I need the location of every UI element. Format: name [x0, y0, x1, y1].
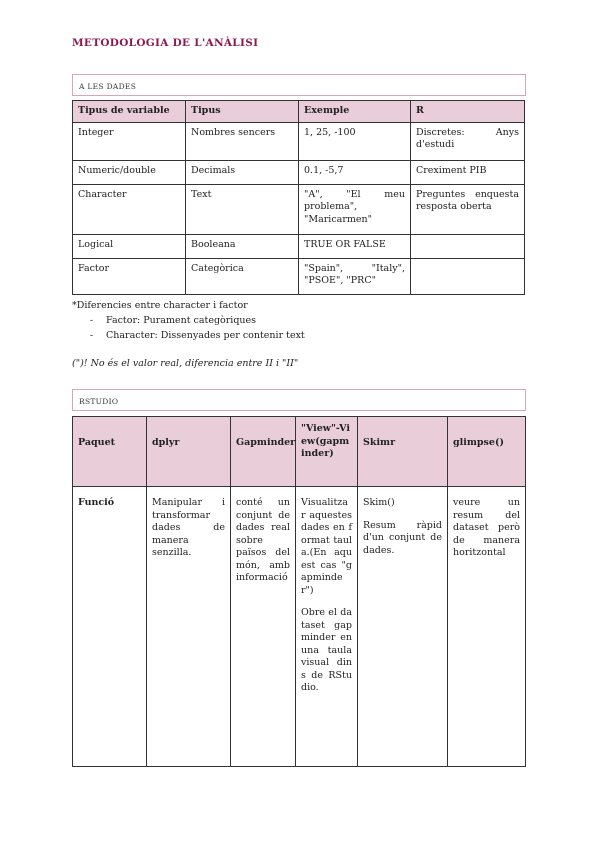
variable-types-table [72, 100, 525, 295]
table-cell: Character [73, 184, 186, 234]
notes-heading: *Diferencies entre character i factor [72, 300, 248, 311]
cell-paragraph: Resum ràpid d'un conjunt de dades. [363, 519, 442, 556]
table-cell: Discretes: Anys d'estudi [411, 122, 525, 160]
table-cell: Creximent PIB [411, 160, 525, 184]
column-header: Tipus [186, 101, 299, 123]
column-header: Tipus de variable [73, 101, 186, 123]
table-cell: veure un resum del dataset però de manera horitzontal [448, 487, 526, 767]
column-header: Paquet [73, 417, 147, 487]
column-header: dplyr [147, 417, 231, 487]
cell-paragraph: Obre el dataset gapminder en una taula visual dins de RStudio. [301, 607, 352, 693]
table-cell: Preguntes enquesta resposta oberta [411, 184, 525, 234]
table-header-row [73, 101, 525, 123]
table-cell [411, 234, 525, 258]
table-row [73, 234, 525, 258]
table-header-row [73, 417, 526, 487]
footnote: (")! No és el valor real, diferencia entre II i "II" [72, 358, 299, 369]
column-header: Gapminder [231, 417, 296, 487]
dash-bullet: - [90, 315, 94, 326]
notes [72, 298, 305, 343]
section-header-rstudio: RSTUDIO [72, 389, 526, 411]
table-cell: "A", "El meu problema", "Maricarmen" [299, 184, 411, 234]
column-header: R [411, 101, 525, 123]
table-row [73, 122, 525, 160]
dash-bullet: - [90, 330, 94, 341]
table-cell: Integer [73, 122, 186, 160]
table-cell: Numeric/double [73, 160, 186, 184]
table-cell: Text [186, 184, 299, 234]
table-cell: Logical [73, 234, 186, 258]
table-cell: TRUE OR FALSE [299, 234, 411, 258]
table-cell: 1, 25, -100 [299, 122, 411, 160]
table-cell: Nombres sencers [186, 122, 299, 160]
table-cell [411, 258, 525, 294]
column-header: Exemple [299, 101, 411, 123]
list-item: - Character: Dissenyades per contenir text [90, 330, 305, 341]
table-row [73, 160, 525, 184]
rstudio-packages-table [72, 416, 526, 767]
column-header: Skimr [358, 417, 448, 487]
table-cell: 0.1, -5,7 [299, 160, 411, 184]
row-label: Funció [73, 487, 147, 767]
page-title: METODOLOGIA DE L'ANÀLISI [72, 37, 259, 49]
table-row [73, 184, 525, 234]
table-cell: conté un conjunt de dades real sobre països del món, amb informació [231, 487, 296, 767]
table-cell: Booleana [186, 234, 299, 258]
table-cell [358, 487, 448, 767]
table-row [73, 487, 526, 767]
cell-paragraph: Skim() [363, 497, 395, 508]
section-header-data: A LES DADES [72, 74, 526, 96]
column-header: glimpse() [448, 417, 526, 487]
list-item: - Factor: Purament categòriques [90, 315, 257, 326]
table-cell: Manipular i transformar dades de manera senzilla. [147, 487, 231, 767]
table-row [73, 258, 525, 294]
table-cell: Categòrica [186, 258, 299, 294]
table-cell [296, 487, 358, 767]
table-cell: Decimals [186, 160, 299, 184]
column-header: "View"-View(gapminder) [296, 417, 358, 487]
cell-paragraph: Visualitzar aquestes dades en format taula.(En aquest cas "gapminder") [301, 497, 352, 596]
table-cell: "Spain", "Italy", "PSOE", "PRC" [299, 258, 411, 294]
table-cell: Factor [73, 258, 186, 294]
